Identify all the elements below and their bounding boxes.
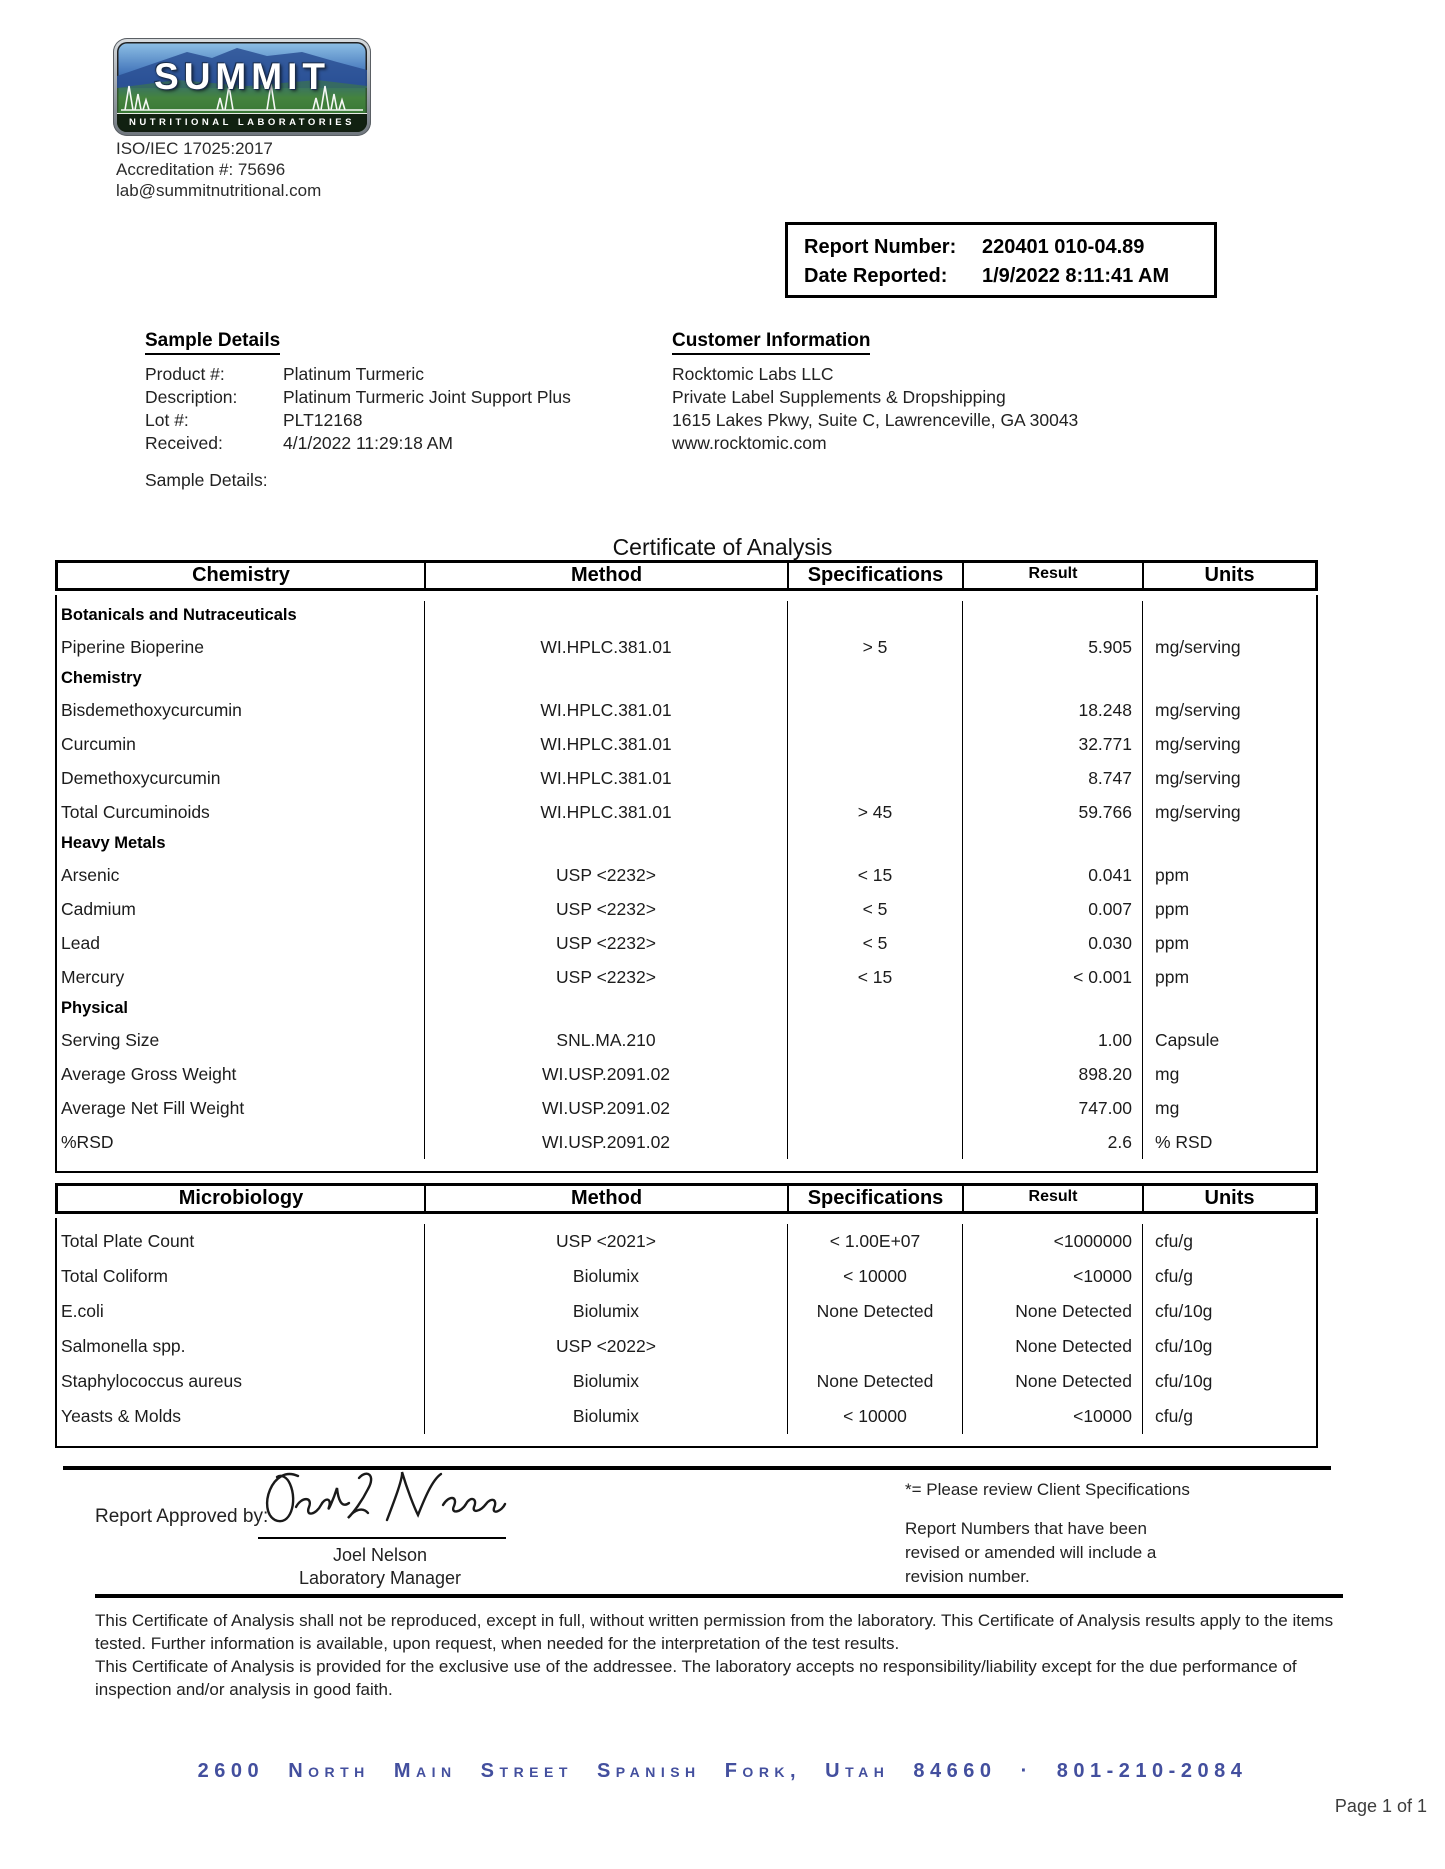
empty-cell xyxy=(425,829,788,858)
chemistry-table-body xyxy=(55,595,1318,1173)
empty-cell xyxy=(963,601,1143,630)
sample-details-extra-label: Sample Details: xyxy=(145,470,268,490)
customer-name: Rocktomic Labs LLC xyxy=(672,364,834,384)
product-number-label: Product #: xyxy=(145,364,225,384)
table-row xyxy=(57,858,1316,892)
specification-cell: < 5 xyxy=(788,892,963,926)
disclaimer-paragraph-2: This Certificate of Analysis is provided for the exclusive use of the addressee. The laboratory accepts no responsibility/liability except for the due performance of inspection and/or analysis in good faith. xyxy=(95,1657,1297,1699)
method-cell: USP <2232> xyxy=(425,858,788,892)
table-row xyxy=(57,892,1316,926)
certificate-title: Certificate of Analysis xyxy=(612,534,833,560)
microbiology-table xyxy=(55,1183,1318,1448)
accreditation-block xyxy=(116,138,321,201)
analyte-name: Piperine Bioperine xyxy=(57,630,425,664)
units-cell: mg xyxy=(1155,1063,1180,1084)
table-row xyxy=(57,693,1316,727)
method-cell: USP <2021> xyxy=(425,1224,788,1259)
result-cell: <1000000 xyxy=(963,1224,1143,1259)
analyte-name: Lead xyxy=(57,926,425,960)
divider-rule-bottom xyxy=(95,1594,1343,1598)
date-reported-label: Date Reported: xyxy=(804,265,948,287)
analyte-name: Total Curcuminoids xyxy=(57,795,425,829)
table-row xyxy=(57,1259,1316,1294)
method-cell: WI.HPLC.381.01 xyxy=(425,693,788,727)
disclaimer-text xyxy=(95,1609,1360,1701)
microbiology-table-header xyxy=(55,1183,1318,1214)
method-cell: SNL.MA.210 xyxy=(425,1023,788,1057)
units-cell: Capsule xyxy=(1155,1029,1220,1050)
result-cell: 18.248 xyxy=(963,693,1143,727)
analyte-name: Yeasts & Molds xyxy=(57,1399,425,1434)
table-row xyxy=(57,1294,1316,1329)
chemistry-table-header xyxy=(55,560,1318,591)
analyte-name: Arsenic xyxy=(57,858,425,892)
sample-details-heading: Sample Details xyxy=(145,330,280,355)
sample-details-section xyxy=(145,330,571,455)
table-row xyxy=(57,926,1316,960)
specification-cell xyxy=(788,1057,963,1091)
specification-cell xyxy=(788,1329,963,1364)
result-cell: 898.20 xyxy=(963,1057,1143,1091)
col-header-units: Units xyxy=(1204,1187,1255,1209)
method-cell: Biolumix xyxy=(425,1364,788,1399)
page-number: Page 1 of 1 xyxy=(1334,1796,1427,1816)
units-cell: cfu/g xyxy=(1155,1406,1193,1426)
received-value: 4/1/2022 11:29:18 AM xyxy=(283,433,453,453)
sample-detail-row xyxy=(145,363,571,386)
units-cell: mg/serving xyxy=(1155,699,1241,720)
col-header-microbiology: Microbiology xyxy=(58,1186,426,1211)
customer-tagline: Private Label Supplements & Dropshipping xyxy=(672,387,1006,407)
section-row xyxy=(57,664,1316,693)
empty-cell xyxy=(425,601,788,630)
specification-cell xyxy=(788,1091,963,1125)
report-approved-by-label: Report Approved by: xyxy=(95,1506,269,1527)
customer-information-section xyxy=(672,330,1078,455)
specification-cell: < 10000 xyxy=(788,1399,963,1434)
section-row xyxy=(57,601,1316,630)
method-cell: WI.USP.2091.02 xyxy=(425,1125,788,1159)
units-cell: mg xyxy=(1155,1097,1180,1118)
method-cell: USP <2232> xyxy=(425,926,788,960)
analyte-name: Demethoxycurcumin xyxy=(57,761,425,795)
col-header-chemistry: Chemistry xyxy=(58,563,426,588)
method-cell: Biolumix xyxy=(425,1259,788,1294)
specification-cell: < 10000 xyxy=(788,1259,963,1294)
summit-logo-art xyxy=(117,42,367,132)
report-number-row xyxy=(804,233,1214,262)
table-row xyxy=(57,727,1316,761)
approver-title: Laboratory Manager xyxy=(298,1568,462,1588)
date-reported-row xyxy=(804,262,1214,291)
analyte-name: Staphylococcus aureus xyxy=(57,1364,425,1399)
method-cell: WI.HPLC.381.01 xyxy=(425,761,788,795)
date-reported-value: 1/9/2022 8:11:41 AM xyxy=(982,265,1170,287)
specification-cell: None Detected xyxy=(788,1294,963,1329)
table-row xyxy=(57,1364,1316,1399)
col-header-result: Result xyxy=(964,563,1144,588)
result-cell: 59.766 xyxy=(963,795,1143,829)
product-number-value: Platinum Turmeric xyxy=(283,364,425,384)
result-cell: None Detected xyxy=(963,1294,1143,1329)
customer-website: www.rocktomic.com xyxy=(672,433,827,453)
method-cell: WI.HPLC.381.01 xyxy=(425,795,788,829)
table-row xyxy=(57,960,1316,994)
units-cell: mg/serving xyxy=(1155,767,1241,788)
report-number-value: 220401 010-04.89 xyxy=(982,236,1145,258)
col-header-method: Method xyxy=(426,563,789,588)
col-header-units: Units xyxy=(1204,564,1255,586)
accreditation-number: Accreditation #: 75696 xyxy=(116,160,286,179)
section-name: Botanicals and Nutraceuticals xyxy=(57,601,425,630)
empty-cell xyxy=(788,664,963,693)
units-cell: cfu/g xyxy=(1155,1266,1193,1286)
description-value: Platinum Turmeric Joint Support Plus xyxy=(283,387,571,407)
sample-detail-row xyxy=(145,386,571,409)
lot-number-label: Lot #: xyxy=(145,410,189,430)
units-cell: mg/serving xyxy=(1155,801,1241,822)
specification-cell: None Detected xyxy=(788,1364,963,1399)
specification-cell: > 5 xyxy=(788,630,963,664)
microbiology-table-body xyxy=(55,1218,1318,1448)
empty-cell xyxy=(963,664,1143,693)
chemistry-table xyxy=(55,560,1318,1173)
specification-cell xyxy=(788,1023,963,1057)
empty-cell xyxy=(1143,601,1316,630)
lab-email: lab@summitnutritional.com xyxy=(116,181,322,200)
specification-cell: > 45 xyxy=(788,795,963,829)
specification-cell xyxy=(788,761,963,795)
analyte-name: Cadmium xyxy=(57,892,425,926)
section-row xyxy=(57,829,1316,858)
result-cell: <10000 xyxy=(963,1399,1143,1434)
revision-note: Report Numbers that have been revised or amended will include a revision number. xyxy=(905,1519,1157,1586)
analyte-name: Average Net Fill Weight xyxy=(57,1091,425,1125)
section-name: Heavy Metals xyxy=(57,829,425,858)
method-cell: Biolumix xyxy=(425,1399,788,1434)
analyte-name: Total Plate Count xyxy=(57,1224,425,1259)
result-cell: 1.00 xyxy=(963,1023,1143,1057)
col-header-specifications: Specifications xyxy=(789,563,964,588)
lot-number-value: PLT12168 xyxy=(283,410,363,430)
approver-block xyxy=(250,1544,510,1590)
analyte-name: Mercury xyxy=(57,960,425,994)
empty-cell xyxy=(1143,994,1316,1023)
customer-address: 1615 Lakes Pkwy, Suite C, Lawrenceville, GA 30043 xyxy=(672,410,1079,430)
units-cell: mg/serving xyxy=(1155,636,1241,657)
table-row xyxy=(57,1399,1316,1434)
section-row xyxy=(57,994,1316,1023)
units-cell: cfu/10g xyxy=(1155,1371,1213,1391)
method-cell: WI.USP.2091.02 xyxy=(425,1091,788,1125)
empty-cell xyxy=(425,994,788,1023)
method-cell: WI.HPLC.381.01 xyxy=(425,630,788,664)
empty-cell xyxy=(1143,664,1316,693)
analyte-name: E.coli xyxy=(57,1294,425,1329)
analyte-name: %RSD xyxy=(57,1125,425,1159)
signature-line xyxy=(258,1537,506,1539)
description-label: Description: xyxy=(145,387,238,407)
analyte-name: Serving Size xyxy=(57,1023,425,1057)
result-cell: 747.00 xyxy=(963,1091,1143,1125)
specification-cell: < 1.00E+07 xyxy=(788,1224,963,1259)
empty-cell xyxy=(788,994,963,1023)
lab-address-footer: 2600 North Main Street Spanish Fork, Utah 84660 · 801-210-2084 xyxy=(197,1760,1248,1782)
table-row xyxy=(57,1329,1316,1364)
units-cell: mg/serving xyxy=(1155,733,1241,754)
table-row xyxy=(57,1224,1316,1259)
specification-cell: < 5 xyxy=(788,926,963,960)
signature-image xyxy=(252,1462,508,1538)
analyte-name: Bisdemethoxycurcumin xyxy=(57,693,425,727)
empty-cell xyxy=(788,601,963,630)
client-spec-note: *= Please review Client Specifications xyxy=(905,1480,1190,1499)
units-cell: cfu/g xyxy=(1155,1231,1193,1251)
analyte-name: Total Coliform xyxy=(57,1259,425,1294)
result-cell: <10000 xyxy=(963,1259,1143,1294)
specification-cell xyxy=(788,1125,963,1159)
method-cell: USP <2232> xyxy=(425,892,788,926)
result-cell: 0.007 xyxy=(963,892,1143,926)
result-cell: 8.747 xyxy=(963,761,1143,795)
disclaimer-paragraph-1: This Certificate of Analysis shall not be reproduced, except in full, without written permission from the laboratory. This Certificate of Analysis results apply to the items tested. Further information is available, upon request, when needed for the interpretation of the test results. xyxy=(95,1611,1334,1653)
logo-title: SUMMIT xyxy=(154,56,330,97)
report-info-box xyxy=(785,222,1217,298)
section-name: Physical xyxy=(57,994,425,1023)
specification-cell xyxy=(788,693,963,727)
col-header-method: Method xyxy=(426,1186,789,1211)
analyte-name: Average Gross Weight xyxy=(57,1057,425,1091)
analyte-name: Salmonella spp. xyxy=(57,1329,425,1364)
report-number-label: Report Number: xyxy=(804,236,957,258)
units-cell: cfu/10g xyxy=(1155,1336,1213,1356)
iso-standard: ISO/IEC 17025:2017 xyxy=(116,139,273,158)
result-cell: < 0.001 xyxy=(963,960,1143,994)
result-cell: 2.6 xyxy=(963,1125,1143,1159)
method-cell: Biolumix xyxy=(425,1294,788,1329)
empty-cell xyxy=(963,829,1143,858)
table-row xyxy=(57,1057,1316,1091)
approver-name: Joel Nelson xyxy=(332,1545,428,1565)
result-cell: None Detected xyxy=(963,1329,1143,1364)
table-row xyxy=(57,795,1316,829)
logo-subtitle: NUTRITIONAL LABORATORIES xyxy=(117,113,367,132)
section-name: Chemistry xyxy=(57,664,425,693)
table-row xyxy=(57,1125,1316,1159)
units-cell: ppm xyxy=(1155,864,1190,885)
table-row xyxy=(57,630,1316,664)
result-cell: 32.771 xyxy=(963,727,1143,761)
units-cell: % RSD xyxy=(1155,1131,1213,1152)
units-cell: ppm xyxy=(1155,898,1190,919)
empty-cell xyxy=(788,829,963,858)
empty-cell xyxy=(425,664,788,693)
result-cell: 0.030 xyxy=(963,926,1143,960)
units-cell: cfu/10g xyxy=(1155,1301,1213,1321)
method-cell: USP <2232> xyxy=(425,960,788,994)
received-label: Received: xyxy=(145,433,223,453)
units-cell: ppm xyxy=(1155,932,1190,953)
analyte-name: Curcumin xyxy=(57,727,425,761)
units-cell: ppm xyxy=(1155,966,1190,987)
empty-cell xyxy=(963,994,1143,1023)
sample-detail-row xyxy=(145,409,571,432)
table-row xyxy=(57,1023,1316,1057)
method-cell: WI.HPLC.381.01 xyxy=(425,727,788,761)
specification-cell: < 15 xyxy=(788,858,963,892)
specification-cell: < 15 xyxy=(788,960,963,994)
table-row xyxy=(57,1091,1316,1125)
customer-information-heading: Customer Information xyxy=(672,330,870,355)
col-header-result: Result xyxy=(964,1186,1144,1211)
method-cell: WI.USP.2091.02 xyxy=(425,1057,788,1091)
result-cell: 5.905 xyxy=(963,630,1143,664)
method-cell: USP <2022> xyxy=(425,1329,788,1364)
empty-cell xyxy=(1143,829,1316,858)
table-row xyxy=(57,761,1316,795)
result-cell: None Detected xyxy=(963,1364,1143,1399)
sample-detail-row xyxy=(145,432,571,455)
col-header-specifications: Specifications xyxy=(789,1186,964,1211)
specification-cell xyxy=(788,727,963,761)
result-cell: 0.041 xyxy=(963,858,1143,892)
summit-logo xyxy=(113,38,371,136)
